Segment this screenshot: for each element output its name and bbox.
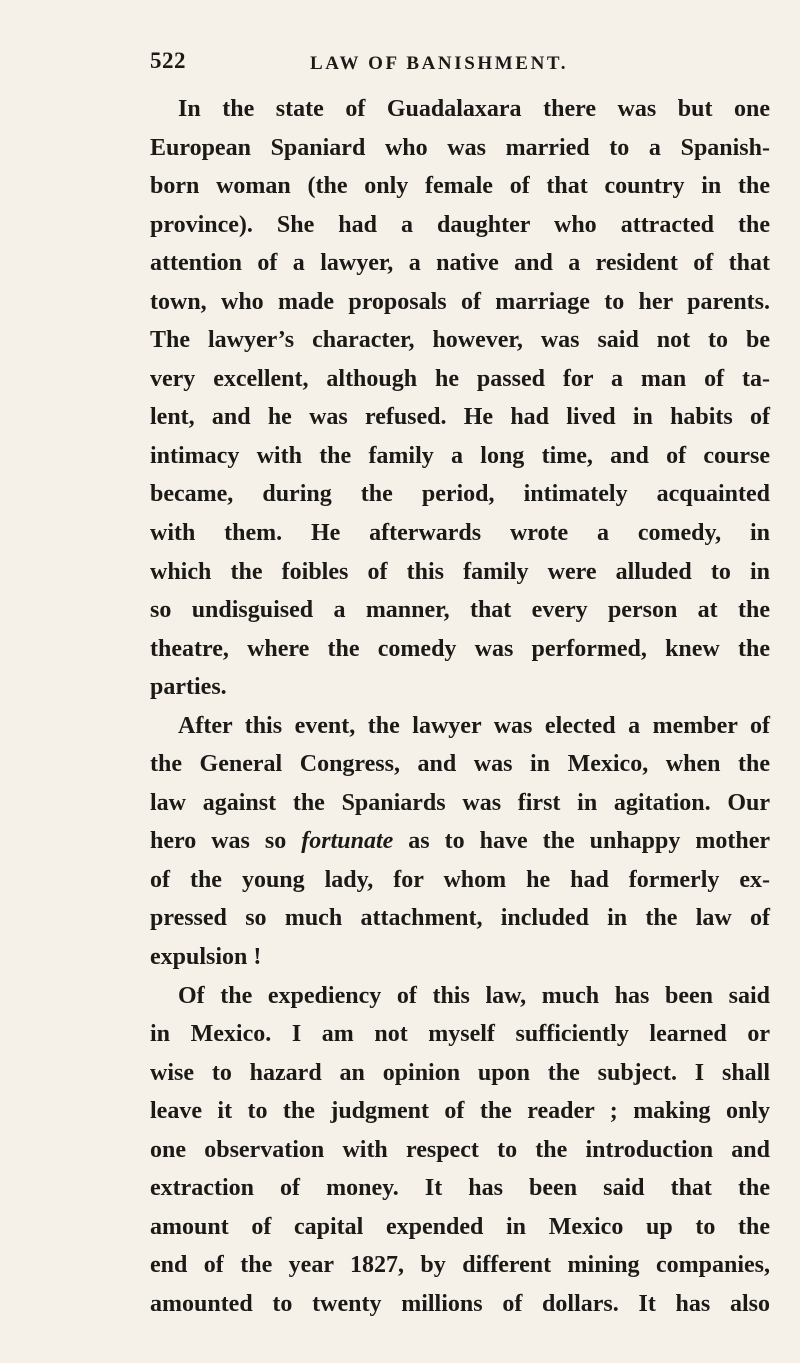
text-line: so undisguised a manner, that every person at the xyxy=(150,597,770,624)
text-line: leave it to the judgment of the reader ; making only xyxy=(150,1098,770,1125)
text-line: The lawyer’s character, however, was said not to be xyxy=(150,327,770,354)
text-line: expulsion ! xyxy=(150,944,262,971)
body-text xyxy=(150,90,770,1324)
text-line: wise to hazard an opinion upon the subject. I shall xyxy=(150,1059,770,1086)
text-line: European Spaniard who was married to a Spanish- xyxy=(150,134,770,161)
text-line: town, who made proposals of marriage to her parents. xyxy=(150,288,770,315)
text-line: born woman (the only female of that country in the xyxy=(150,173,770,200)
text-line-with-italic xyxy=(150,822,770,861)
text-line: intimacy with the family a long time, and of course xyxy=(150,442,770,469)
text-segment: as to have the unhappy mother xyxy=(408,828,771,855)
text-line: Of the expediency of this law, much has been said xyxy=(178,982,770,1009)
running-title: LAW OF BANISHMENT. xyxy=(310,53,569,74)
text-line: theatre, where the comedy was performed, knew the xyxy=(150,635,770,662)
text-line: of the young lady, for whom he had formerly ex- xyxy=(150,866,770,893)
text-line: After this event, the lawyer was elected a member of xyxy=(178,712,770,739)
text-line: in Mexico. I am not myself sufficiently learned or xyxy=(150,1021,770,1048)
text-line: attention of a lawyer, a native and a resident of that xyxy=(150,250,770,277)
text-line: end of the year 1827, by different mining companies, xyxy=(150,1252,770,1279)
text-line: became, during the period, intimately acquainted xyxy=(150,481,770,508)
text-line: lent, and he was refused. He had lived in habits of xyxy=(150,404,770,431)
text-line: In the state of Guadalaxara there was but one xyxy=(178,96,770,122)
text-line: one observation with respect to the introduction and xyxy=(150,1136,770,1163)
text-line: province). She had a daughter who attracted the xyxy=(150,211,770,238)
text-line: amounted to twenty millions of dollars. It has also xyxy=(150,1290,770,1317)
text-line: the General Congress, and was in Mexico, when the xyxy=(150,751,770,778)
text-line: amount of capital expended in Mexico up to the xyxy=(150,1213,770,1240)
text-line: with them. He afterwards wrote a comedy, in xyxy=(150,520,770,547)
italic-word: fortunate xyxy=(301,828,394,855)
text-segment: hero was so xyxy=(150,828,287,855)
text-line: pressed so much attachment, included in the law of xyxy=(150,905,770,932)
text-line: parties. xyxy=(150,674,227,701)
text-line: law against the Spaniards was first in agitation. Our xyxy=(150,789,770,816)
text-line: very excellent, although he passed for a man of ta- xyxy=(150,365,770,392)
text-line: which the foibles of this family were alluded to in xyxy=(150,558,770,585)
text-line: extraction of money. It has been said that the xyxy=(150,1175,770,1202)
page-number: 522 xyxy=(150,48,186,73)
